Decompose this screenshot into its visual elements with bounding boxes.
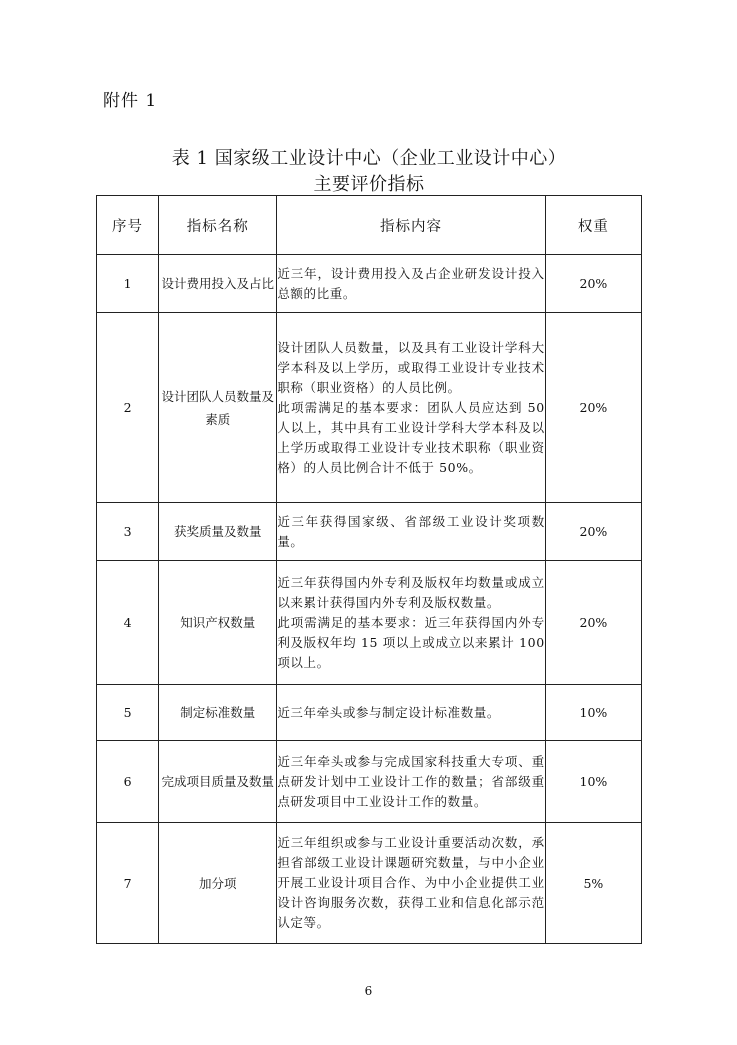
row-weight: 10%	[545, 741, 641, 823]
row-no: 7	[97, 823, 159, 944]
table-row	[97, 685, 642, 741]
row-no: 6	[97, 741, 159, 823]
row-no: 2	[97, 313, 159, 503]
table-title: 表 1 国家级工业设计中心（企业工业设计中心）	[171, 148, 567, 169]
row-no: 4	[97, 561, 159, 685]
table-row	[97, 561, 642, 685]
row-no: 3	[97, 503, 159, 561]
row-content: 近三年牵头或参与制定设计标准数量。	[277, 685, 545, 741]
row-name: 设计费用投入及占比	[159, 255, 277, 313]
row-content: 近三年组织或参与工业设计重要活动次数，承担省部级工业设计课题研究数量，与中小企业开展工业设计项目合作、为中小企业提供工业设计咨询服务次数，获得工业和信息化部示范认定等。	[277, 823, 545, 944]
row-name: 设计团队人员数量及素质	[159, 313, 277, 503]
table-row	[97, 503, 642, 561]
header-name: 指标名称	[159, 196, 277, 255]
row-weight: 20%	[545, 255, 641, 313]
evaluation-indicators-table	[96, 195, 642, 944]
row-name: 获奖质量及数量	[159, 503, 277, 561]
row-content: 设计团队人员数量，以及具有工业设计学科大学本科及以上学历，或取得工业设计专业技术职称（职业资格）的人员比例。 此项需满足的基本要求：团队人员应达到 50 人以上，其中具有工业设计学科大学本科及以上学历或取得工业设计专业技术职称（职业资格）的人员比例合计不低于 50%。	[277, 313, 545, 503]
row-weight: 20%	[545, 313, 641, 503]
row-content: 近三年，设计费用投入及占企业研发设计投入总额的比重。	[277, 255, 545, 313]
table-row	[97, 255, 642, 313]
table-header-row	[97, 196, 642, 255]
table-subtitle: 主要评价指标	[313, 174, 425, 195]
row-name: 知识产权数量	[159, 561, 277, 685]
row-name: 加分项	[159, 823, 277, 944]
row-name: 完成项目质量及数量	[159, 741, 277, 823]
header-content: 指标内容	[277, 196, 545, 255]
table-row	[97, 313, 642, 503]
row-weight: 10%	[545, 685, 641, 741]
row-weight: 5%	[545, 823, 641, 944]
row-no: 5	[97, 685, 159, 741]
table-row	[97, 741, 642, 823]
row-weight: 20%	[545, 503, 641, 561]
header-weight: 权重	[545, 196, 641, 255]
row-weight: 20%	[545, 561, 641, 685]
attachment-label: 附件 1	[103, 91, 158, 111]
table-row	[97, 823, 642, 944]
page-number: 6	[364, 984, 373, 998]
row-content: 近三年牵头或参与完成国家科技重大专项、重点研发计划中工业设计工作的数量；省部级重点研发项目中工业设计工作的数量。	[277, 741, 545, 823]
row-no: 1	[97, 255, 159, 313]
header-no: 序号	[97, 196, 159, 255]
row-content: 近三年获得国家级、省部级工业设计奖项数量。	[277, 503, 545, 561]
row-name: 制定标准数量	[159, 685, 277, 741]
row-content: 近三年获得国内外专利及版权年均数量或成立以来累计获得国内外专利及版权数量。 此项需满足的基本要求：近三年获得国内外专利及版权年均 15 项以上或成立以来累计 100 项以上。	[277, 561, 545, 685]
